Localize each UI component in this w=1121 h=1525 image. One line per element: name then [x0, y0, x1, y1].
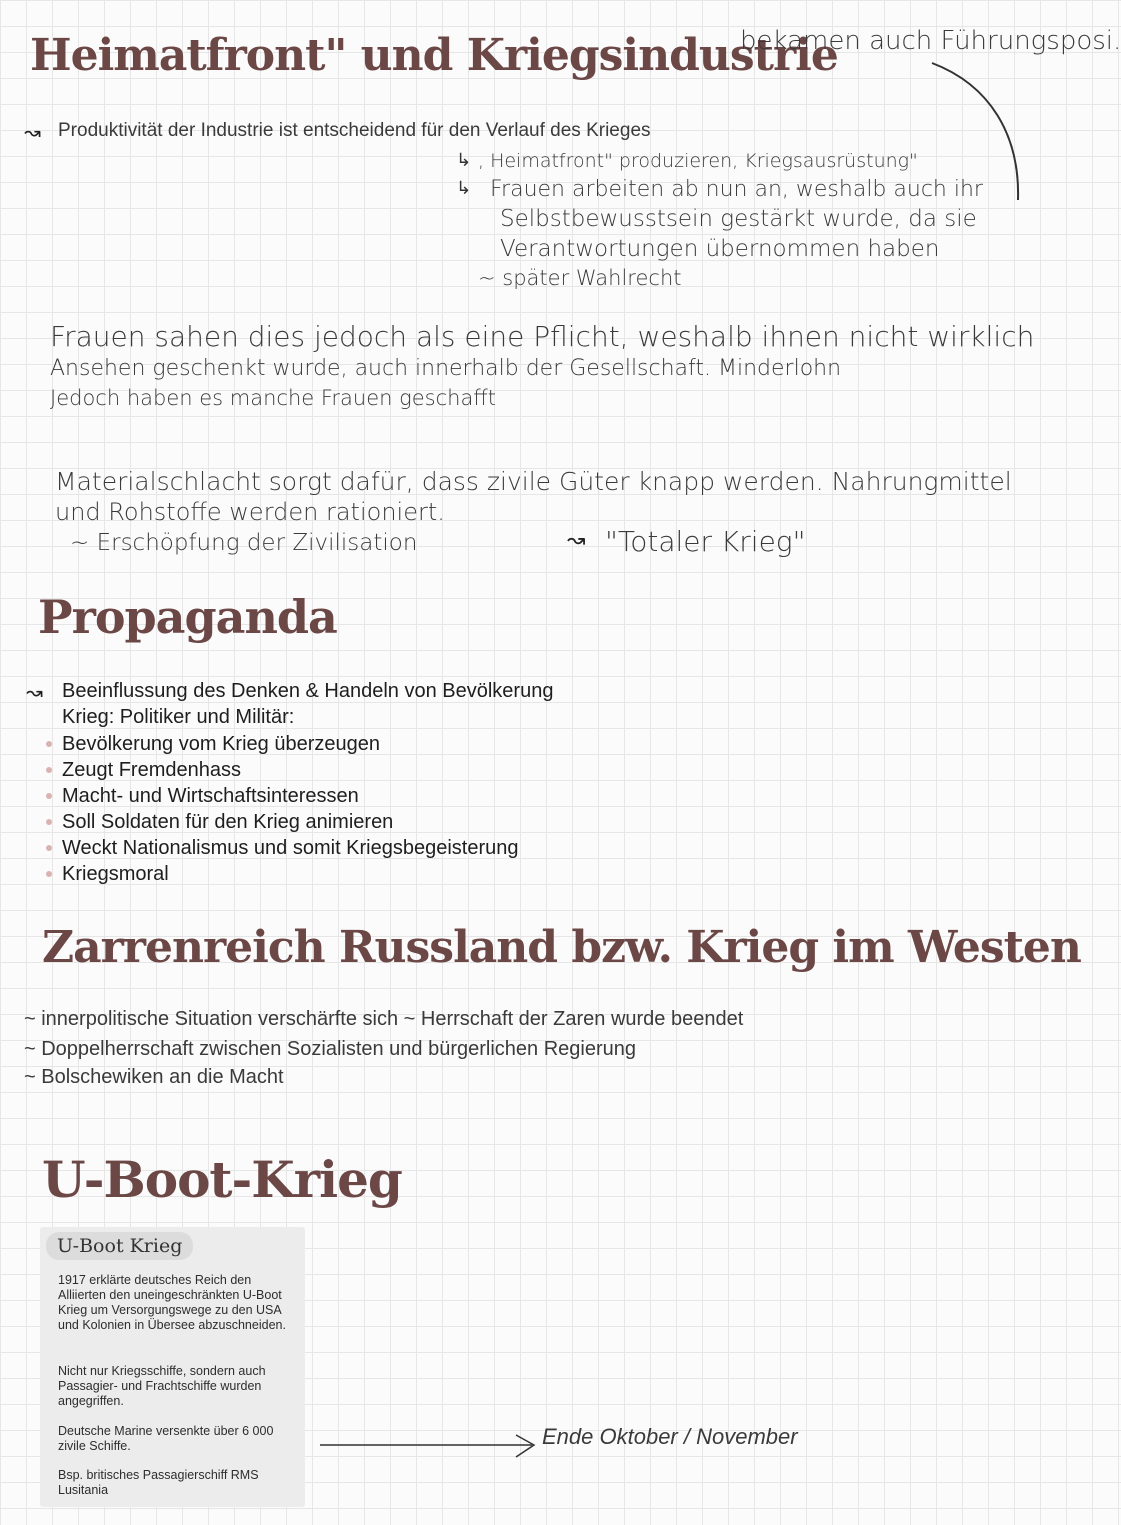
heimatfront-sub3: ~ später Wahlrecht	[478, 266, 682, 290]
arrow-icon: ↝	[24, 120, 41, 144]
uboot-arrow-note: Ende Oktober / November	[542, 1424, 798, 1449]
heimatfront-para1a: Frauen sahen dies jedoch als eine Pflicht, weshalb ihnen nicht wirklich	[50, 320, 1035, 353]
uboot-title: U-Boot-Krieg	[42, 1150, 402, 1209]
heimatfront-line1: Produktivität der Industrie ist entscheidend für den Verlauf des Krieges	[58, 120, 651, 141]
long-arrow-icon	[318, 1430, 540, 1460]
heimatfront-sub2c: Verantwortungen übernommen haben	[500, 236, 940, 262]
heimatfront-para1c: Jedoch haben es manche Frauen geschafft	[50, 386, 497, 410]
card-paragraph: Deutsche Marine versenkte über 6 000 zivile Schiffe.	[58, 1424, 274, 1453]
russland-line2: ~ Doppelherrschaft zwischen Sozialisten und bürgerlichen Regierung	[24, 1038, 637, 1060]
heimatfront-title: Heimatfront" und Kriegsindustrie	[30, 30, 838, 81]
propaganda-intro: Beeinflussung des Denken & Handeln von Bevölkerung	[62, 680, 554, 702]
propaganda-intro2: Krieg: Politiker und Militär:	[62, 706, 295, 728]
card-title: U-Boot Krieg	[46, 1232, 193, 1260]
arrow-icon: ↝	[567, 528, 586, 553]
list-item: Zeugt Fremdenhass	[62, 757, 519, 783]
side-note: bekamen auch Führungsposi.	[740, 26, 1121, 56]
heimatfront-sub2: Frauen arbeiten ab nun an, weshalb auch ihr	[490, 177, 983, 202]
heimatfront-para2c: ~ Erschöpfung der Zivilisation	[70, 530, 418, 556]
uboot-info-card	[40, 1227, 305, 1507]
heimatfront-sub1: , Heimatfront" produzieren, Kriegsausrüstung"	[478, 150, 918, 172]
propaganda-list	[62, 731, 519, 887]
list-item: Soll Soldaten für den Krieg animieren	[62, 809, 519, 835]
heimatfront-para2b: und Rohstoffe werden rationiert.	[55, 498, 445, 526]
card-paragraph: Nicht nur Kriegsschiffe, sondern auch Passagier- und Frachtschiffe wurden angegriffen.	[58, 1364, 266, 1408]
heimatfront-sub2b: Selbstbewusstsein gestärkt wurde, da sie	[500, 206, 977, 232]
card-paragraph: Bsp. britisches Passagierschiff RMS Lusitania	[58, 1468, 259, 1497]
list-item: Bevölkerung vom Krieg überzeugen	[62, 731, 519, 757]
return-arrow-icon: ↳	[456, 178, 472, 199]
arrow-icon: ↝	[26, 680, 43, 704]
russland-line1: ~ innerpolitische Situation verschärfte sich ~ Herrschaft der Zaren wurde beendet	[24, 1008, 744, 1030]
propaganda-title: Propaganda	[38, 590, 337, 644]
list-item: Macht- und Wirtschaftsinteressen	[62, 783, 519, 809]
russland-title: Zarrenreich Russland bzw. Krieg im Westen	[42, 922, 1081, 973]
heimatfront-para1b: Ansehen geschenkt wurde, auch innerhalb der Gesellschaft. Minderlohn	[50, 356, 842, 381]
list-item: Kriegsmoral	[62, 861, 519, 887]
heimatfront-para2d: "Totaler Krieg"	[605, 525, 806, 558]
heimatfront-para2a: Materialschlacht sorgt dafür, dass zivile Güter knapp werden. Nahrungmittel	[55, 467, 1012, 496]
return-arrow-icon: ↳	[456, 150, 472, 171]
russland-line3: ~ Bolschewiken an die Macht	[24, 1066, 284, 1088]
card-paragraph: 1917 erklärte deutsches Reich den Alliierten den uneingeschränkten U-Boot Krieg um Versorgungswege zu den USA und Kolonien in Übersee abzuschneiden.	[58, 1273, 286, 1332]
list-item: Weckt Nationalismus und somit Kriegsbegeisterung	[62, 835, 519, 861]
